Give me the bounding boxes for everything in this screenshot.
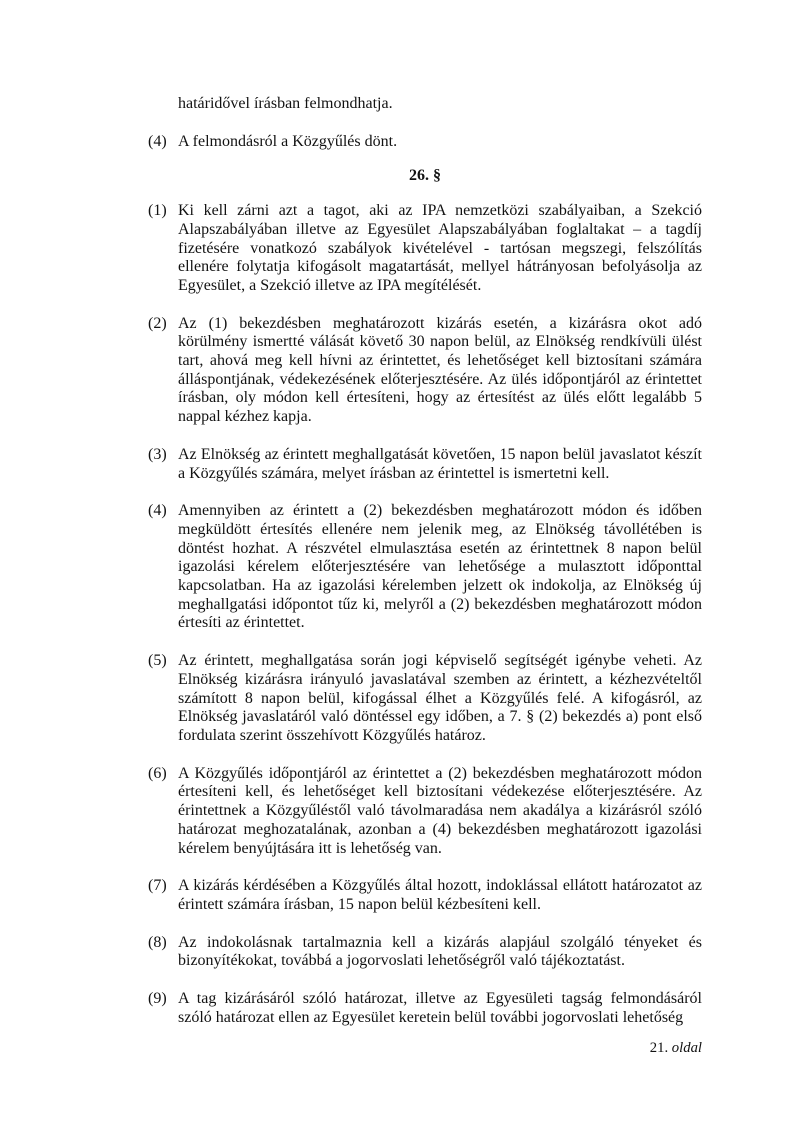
paragraph-8	[148, 934, 702, 971]
item-text: A kizárás kérdésében a Közgyűlés által hozott, indoklással ellátott határozatot az érintett számára írásban, 15 napon belül kézbesíteni kell.	[178, 877, 702, 913]
item-number: (7)	[148, 877, 167, 895]
paragraph-1	[148, 202, 702, 296]
item-text: Az (1) bekezdésben meghatározott kizárás esetén, a kizárásra okot adó körülmény ismertté válását követő 30 napon belül, az Elnökség rendkívüli ülést tart, ahová meg kell hívni az érintettet, és lehetőséget kell biztosítani számára álláspontjának, védekezésének előterjesztésére. Az ülés időpontjáról az érintettet írásban, oly módon kell értesíteni, hogy az értesítést az ülés előtt legalább 5 nappal kézhez kapja.	[178, 314, 702, 426]
item-number: (4)	[148, 132, 167, 150]
item-text: Az indokolásnak tartalmaznia kell a kizárás alapjául szolgáló tényeket és bizonyítékokat, továbbá a jogorvoslati lehetőségről való tájékoztatást.	[178, 933, 702, 970]
item-text: Amennyiben az érintett a (2) bekezdésben meghatározott módon és időben megküldött értesítés ellenére nem jelenik meg, az Elnökség távollétében is döntést hozhat. A részvétel elmulasztása esetén az érintettnek 8 napon belül igazolási kérelem előterjesztésére van lehetősége a mulasztott időponttal kapcsolatban. Ha az igazolási kérelemben jelzett ok indokolja, az Elnökség új meghallgatási időpontot tűz ki, melyről a (2) bekezdésben meghatározott módon értesíti az érintettet.	[178, 502, 702, 632]
item-number: (4)	[148, 502, 167, 520]
continuation-line: határidővel írásban felmondhatja.	[178, 95, 393, 112]
item-number: (2)	[148, 314, 167, 332]
item-number: (1)	[148, 202, 167, 220]
item-number: (8)	[148, 933, 167, 951]
section-heading: 26. §	[409, 167, 441, 185]
paragraph-3	[148, 446, 702, 483]
item-text: Az érintett, meghallgatása során jogi képviselő segítségét igénybe veheti. Az Elnökség kizárásra irányuló javaslatával szemben az érintett, a kézhezvételtől számított 8 napon belül, kifogással élhet a Közgyűlés felé. A kifogásról, az Elnökség javaslatáról való döntéssel egy időben, a 7. § (2) bekezdés a) pont első fordulata szerint összehívott Közgyűlés határoz.	[178, 652, 702, 744]
paragraph-6	[148, 765, 702, 859]
paragraph-4	[148, 502, 702, 633]
page-number-label: oldal	[671, 1040, 702, 1056]
item-number: (3)	[148, 445, 167, 463]
paragraph-pre-4	[148, 133, 702, 152]
item-number: (6)	[148, 764, 167, 782]
item-number: (5)	[148, 652, 167, 670]
item-text: A felmondásról a Közgyűlés dönt.	[178, 132, 398, 150]
paragraph-2	[148, 315, 702, 427]
item-text: Az Elnökség az érintett meghallgatását követően, 15 napon belül javaslatot készít a Közgyűlés számára, melyet írásban az érintettel is ismertetni kell.	[178, 445, 702, 482]
paragraph-5	[148, 652, 702, 746]
page-number: 21.	[649, 1040, 669, 1056]
item-number: (9)	[148, 990, 167, 1008]
item-text: A tag kizárásáról szóló határozat, illetve az Egyesületi tagság felmondásáról szóló határozat ellen az Egyesület keretein belül további jogorvoslati lehetőség	[178, 990, 702, 1026]
item-text: Ki kell zárni azt a tagot, aki az IPA nemzetközi szabályaiban, a Szekció Alapszabályában illetve az Egyesület Alapszabályában foglaltakat – a tagdíj fizetésére vonatkozó szabályok kivételével - tartósan megszegi, felszólítás ellenére folytatja kifogásolt magatartását, mellyel hátrányosan befolyásolja az Egyesület, a Szekció illetve az IPA megítélését.	[178, 202, 702, 294]
paragraph-9	[148, 990, 702, 1027]
page-footer	[650, 1040, 702, 1057]
paragraph-7	[148, 877, 702, 914]
item-text: A Közgyűlés időpontjáról az érintettet a (2) bekezdésben meghatározott módon értesíteni kell, és lehetőséget kell biztosítani védekezése előterjesztésére. Az érintettnek a Közgyűléstől való távolmaradása nem akadálya a kizárásról szóló határozat meghozatalának, azonban a (4) bekezdésben meghatározott igazolási kérelem benyújtására itt is lehetőség van.	[178, 764, 702, 857]
